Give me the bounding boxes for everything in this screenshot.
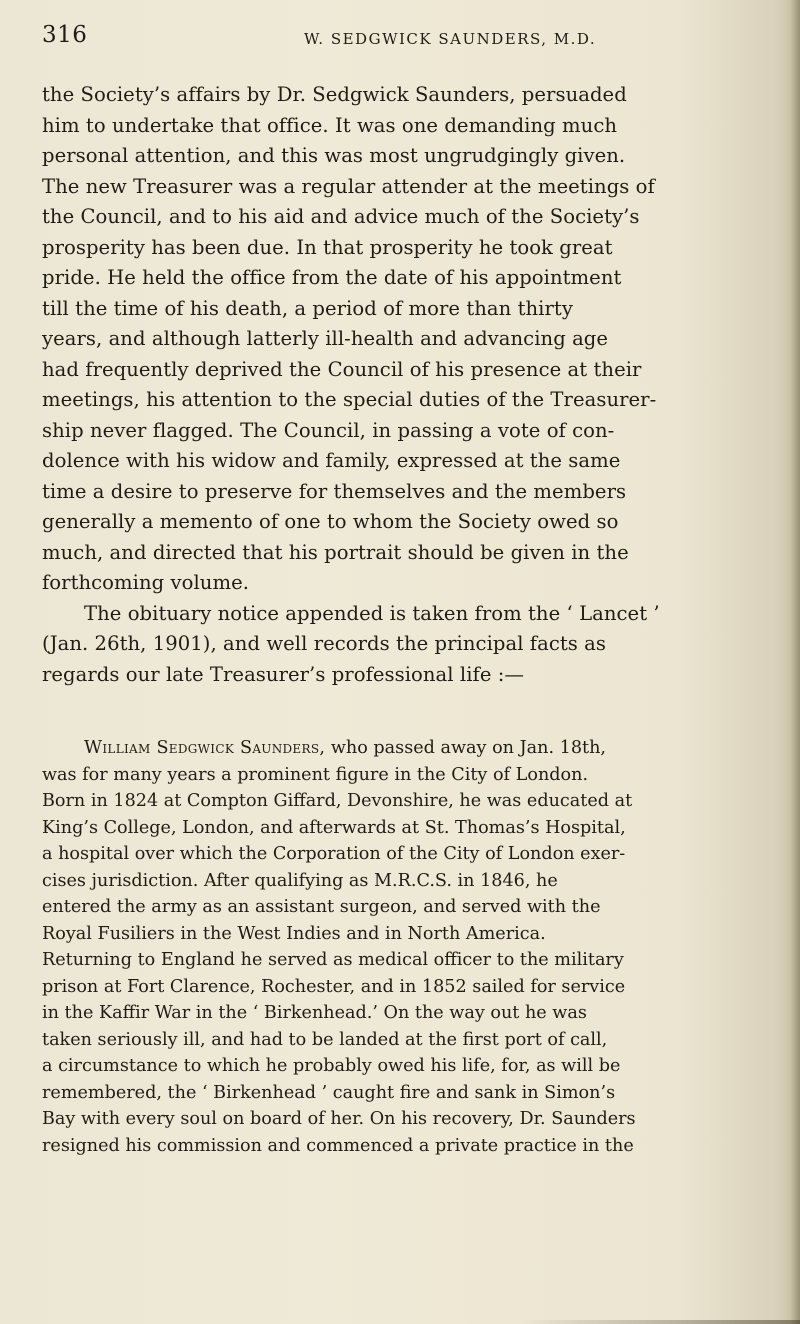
quote-line: Returning to England he served as medical officer to the military <box>42 950 624 970</box>
text-line: regards our late Treasurer’s professional life :— <box>42 662 525 686</box>
text-line: had frequently deprived the Council of his presence at their <box>42 357 642 381</box>
quote-first-line <box>42 735 782 762</box>
running-head <box>42 22 762 58</box>
text-line: generally a memento of one to whom the Society owed so <box>42 510 619 533</box>
quote-line: Bay with every soul on board of her. On his recovery, Dr. Saunders <box>42 1109 636 1129</box>
text-line: years, and although latterly ill-health and advancing age <box>42 327 609 350</box>
text-line: prosperity has been due. In that prosperity he took great <box>42 235 613 259</box>
text-line: personal attention, and this was most ungrudgingly given. <box>42 144 626 167</box>
page-number: 316 <box>42 22 88 48</box>
page-bottom-edge <box>520 1320 800 1324</box>
text-line: till the time of his death, a period of more than thirty <box>42 296 573 320</box>
quote-line: remembered, the ‘ Birkenhead ’ caught fire and sank in Simon’s <box>42 1082 616 1103</box>
quote-line: prison at Fort Clarence, Rochester, and in 1852 sailed for service <box>42 976 626 997</box>
quote-line: in the Kaffir War in the ‘ Birkenhead.’ On the way out he was <box>42 1003 587 1023</box>
obituary-quote <box>42 735 782 1159</box>
quote-line: a hospital over which the Corporation of the City of London exer- <box>42 844 626 864</box>
body-text <box>42 80 782 690</box>
quote-line: Born in 1824 at Compton Giffard, Devonshire, he was educated at <box>42 791 633 811</box>
quote-line: King’s College, London, and afterwards at St. Thomas’s Hospital, <box>42 817 626 838</box>
quote-line: Royal Fusiliers in the West Indies and in North America. <box>42 923 546 944</box>
quote-line: entered the army as an assistant surgeon, and served with the <box>42 897 601 917</box>
text-line: the Council, and to his aid and advice much of the Society’s <box>42 205 640 228</box>
quote-line: was for many years a prominent figure in the City of London. <box>42 764 589 785</box>
text-line: forthcoming volume. <box>42 571 250 594</box>
deceased-name: William Sedgwick Saunders, <box>84 738 326 758</box>
page-edge-shadow <box>790 0 800 1324</box>
quote-line: taken seriously ill, and had to be landed at the first port of call, <box>42 1029 608 1050</box>
quote-line: a circumstance to which he probably owed his life, for, as will be <box>42 1056 621 1076</box>
text-line: The new Treasurer was a regular attender at the meetings of <box>42 174 655 198</box>
text-line: The obituary notice appended is taken from the ‘ Lancet ’ <box>84 601 660 625</box>
text-line: him to undertake that office. It was one demanding much <box>42 113 618 137</box>
text-line: ship never flagged. The Council, in passing a vote of con- <box>42 418 615 442</box>
text-line: dolence with his widow and family, expressed at the same <box>42 449 621 472</box>
text-line: time a desire to preserve for themselves and the members <box>42 479 627 503</box>
text-line: pride. He held the office from the date of his appointment <box>42 266 622 289</box>
text-line: meetings, his attention to the special duties of the Treasurer- <box>42 388 657 411</box>
running-title: W. SEDGWICK SAUNDERS, M.D. <box>304 30 597 48</box>
quote-line: resigned his commission and commenced a private practice in the <box>42 1135 634 1156</box>
text-line: (Jan. 26th, 1901), and well records the principal facts as <box>42 632 606 655</box>
text-line: much, and directed that his portrait should be given in the <box>42 540 629 564</box>
quote-line-rest: who passed away on Jan. 18th, <box>325 738 607 758</box>
text-line: the Society’s affairs by Dr. Sedgwick Saunders, persuaded <box>42 83 627 106</box>
quote-line: cises jurisdiction. After qualifying as M.R.C.S. in 1846, he <box>42 870 558 891</box>
